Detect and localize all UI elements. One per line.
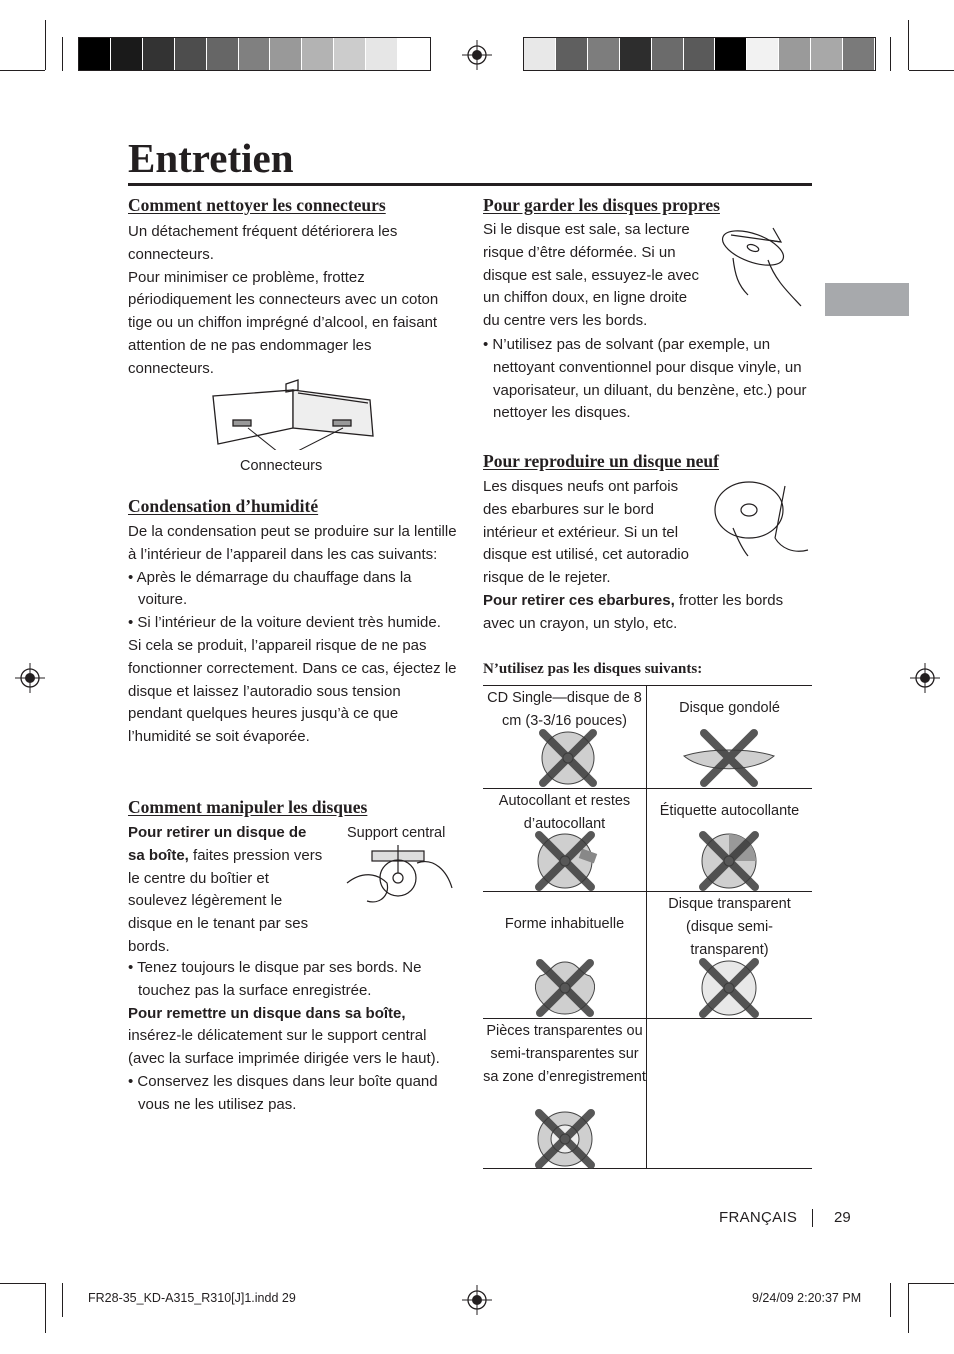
disc-cell-transparent-parts: Pièces transparentes ou semi-transparentes sur sa zone d’enregistrement (483, 1019, 647, 1169)
deburring-disc-illustration (713, 478, 813, 558)
page-number: 29 (834, 1209, 851, 1226)
disc-cell-shape: Forme inhabituelle (483, 892, 647, 1019)
crop-mark (908, 20, 909, 70)
crop-mark (908, 1283, 909, 1333)
slug-date: 9/24/09 2:20:37 PM (752, 1291, 862, 1305)
disc-cell-label: Étiquette autocollante (647, 789, 813, 892)
condensation-intro: De la condensation peut se produire sur la lentille à l’intérieur de l’appareil dans les cas suivants: (128, 523, 457, 563)
propres-text: Si le disque est sale, sa lecture risque d’être déformée. Si un disque est sale, essuyez-le avec un chiffon doux, en ligne droite du centre vers les bords. (483, 221, 699, 330)
slug-file: FR28-35_KD-A315_R310[J]1.indd 29 (88, 1291, 296, 1305)
partially-transparent-disc-crossed-icon (525, 1109, 605, 1169)
color-swatch (715, 38, 747, 70)
registration-mark-icon (462, 1285, 492, 1315)
transparent-disc-crossed-icon (689, 958, 769, 1018)
neuf-tail-wrap (483, 590, 808, 636)
disc-cell-transparent: Disque transparent (disque semi-transparent) (647, 892, 813, 1019)
connecteurs-p1: Un détachement fréquent détériorera les connecteurs. (128, 223, 398, 263)
crop-mark (0, 70, 45, 71)
title-rule (128, 183, 812, 186)
disc-cell-sticker: Autocollant et restes d’autocollant (483, 789, 647, 892)
crop-mark (45, 20, 46, 70)
crop-mark (890, 37, 891, 71)
registration-mark-icon (15, 663, 45, 693)
color-swatch (239, 38, 271, 70)
irregular-disc-crossed-icon (530, 958, 600, 1018)
color-swatch (652, 38, 684, 70)
crop-mark (62, 1283, 63, 1317)
manipuler-rest (128, 957, 458, 1117)
unusable-discs-table (483, 685, 812, 1169)
warped-disc-crossed-icon (679, 728, 779, 788)
connecteurs-text (128, 221, 458, 381)
cd-single-crossed-icon (533, 728, 603, 788)
disc-cell-single: CD Single—disque de 8 cm (3-3/16 pouces) (483, 686, 647, 789)
neuf-text: Les disques neufs ont parfois des ebarbures sur le bord intérieur et extérieur. Si un tel disque est utilisé, cet autoradio risque de le rejeter. (483, 478, 689, 587)
color-bar-right (523, 37, 876, 71)
manipuler-insert-body: insérez-le délicatement sur le support central (avec la surface imprimée dirigée vers le haut). (128, 1027, 440, 1068)
disc-case-hand-illustration (342, 843, 457, 918)
heading-connecteurs: Comment nettoyer les connecteurs (128, 195, 386, 215)
color-swatch (111, 38, 143, 70)
color-swatch (334, 38, 366, 70)
disc-cell-warped: Disque gondolé (647, 686, 813, 789)
connector-illustration (208, 378, 378, 450)
connecteurs-p2: Pour minimiser ce problème, frottez périodiquement les connecteurs avec un coton tige ou un chiffon imprégné d’alcool, en faisant attention de ne pas endommager les connecteurs. (128, 268, 439, 377)
sticker-disc-crossed-icon (525, 831, 605, 891)
color-swatch (398, 38, 430, 70)
heading-condensation: Condensation d’humidité (128, 496, 319, 516)
crop-mark (890, 1283, 891, 1317)
color-swatch (207, 38, 239, 70)
color-swatch (747, 38, 779, 70)
manipuler-insert-bold: Pour remettre un disque dans sa boîte, (128, 1004, 406, 1022)
color-swatch (302, 38, 334, 70)
condensation-text (128, 521, 458, 749)
heading-propres: Pour garder les disques propres (483, 195, 720, 215)
color-swatch (588, 38, 620, 70)
color-swatch (843, 38, 875, 70)
crop-mark (909, 1283, 954, 1284)
label-disc-crossed-icon (689, 831, 769, 891)
propres-bullet-wrap (483, 334, 808, 425)
color-swatch (620, 38, 652, 70)
color-swatch (811, 38, 843, 70)
cleaning-disc-illustration (713, 220, 813, 310)
neuf-tail: frotter les bords avec un crayon, un stylo, etc. (483, 592, 784, 632)
condensation-outro: Si cela se produit, l’appareil risque de ne pas fonctionner correctement. Dans ce cas, éjectez le disque et laissez l’autoradio sous tension pendant quelques heures jusqu’à ce que l’humidité se soit évaporée. (128, 636, 457, 746)
propres-bullet: • N’utilisez pas de solvant (par exemple, un nettoyant conventionnel pour disque vinyle, un vaporisateur, un diluant, du benzène, etc.) pour nettoyer les disques. (483, 336, 807, 422)
heading-neuf: Pour reproduire un disque neuf (483, 451, 719, 471)
color-swatch (366, 38, 398, 70)
connecteurs-label: Connecteurs (240, 458, 323, 474)
registration-mark-icon (462, 40, 492, 70)
condensation-bullet-2: • Si l’intérieur de la voiture devient très humide. (128, 614, 441, 632)
crop-mark (62, 37, 63, 71)
condensation-bullet-1: • Après le démarrage du chauffage dans la voiture. (128, 568, 412, 609)
section-tab (825, 283, 909, 316)
color-swatch (779, 38, 811, 70)
color-swatch (556, 38, 588, 70)
color-swatch (175, 38, 207, 70)
manipuler-remove-body: faites pression vers le centre du boîtier et soulevez légèrement le disque en le tenant par ses bords. (128, 846, 323, 955)
crop-mark (0, 1283, 45, 1284)
footer-divider (812, 1209, 813, 1227)
footer-language: FRANÇAIS (719, 1209, 798, 1226)
heading-manipuler: Comment manipuler les disques (128, 797, 368, 817)
support-central-label: Support central (347, 825, 446, 841)
crop-mark (909, 70, 954, 71)
color-swatch (270, 38, 302, 70)
color-bar-left (78, 37, 431, 71)
manipuler-remove-text (128, 822, 323, 959)
neuf-bold: Pour retirer ces ebarbures, (483, 592, 675, 609)
discs-table-heading: N’utilisez pas les disques suivants: (483, 661, 703, 677)
manipuler-bullet-2: • Conservez les disques dans leur boîte quand vous ne les utilisez pas. (128, 1072, 438, 1113)
manipuler-remove-bold: Pour retirer un disque de sa boîte, (128, 824, 307, 864)
color-swatch (524, 38, 556, 70)
manipuler-bullet-1: • Tenez toujours le disque par ses bords. Ne touchez pas la surface enregistrée. (128, 959, 422, 999)
color-swatch (684, 38, 716, 70)
color-swatch (143, 38, 175, 70)
registration-mark-icon (910, 663, 940, 693)
page-title: Entretien (128, 135, 294, 181)
color-swatch (79, 38, 111, 70)
disc-cell-empty (647, 1019, 813, 1169)
crop-mark (45, 1283, 46, 1333)
